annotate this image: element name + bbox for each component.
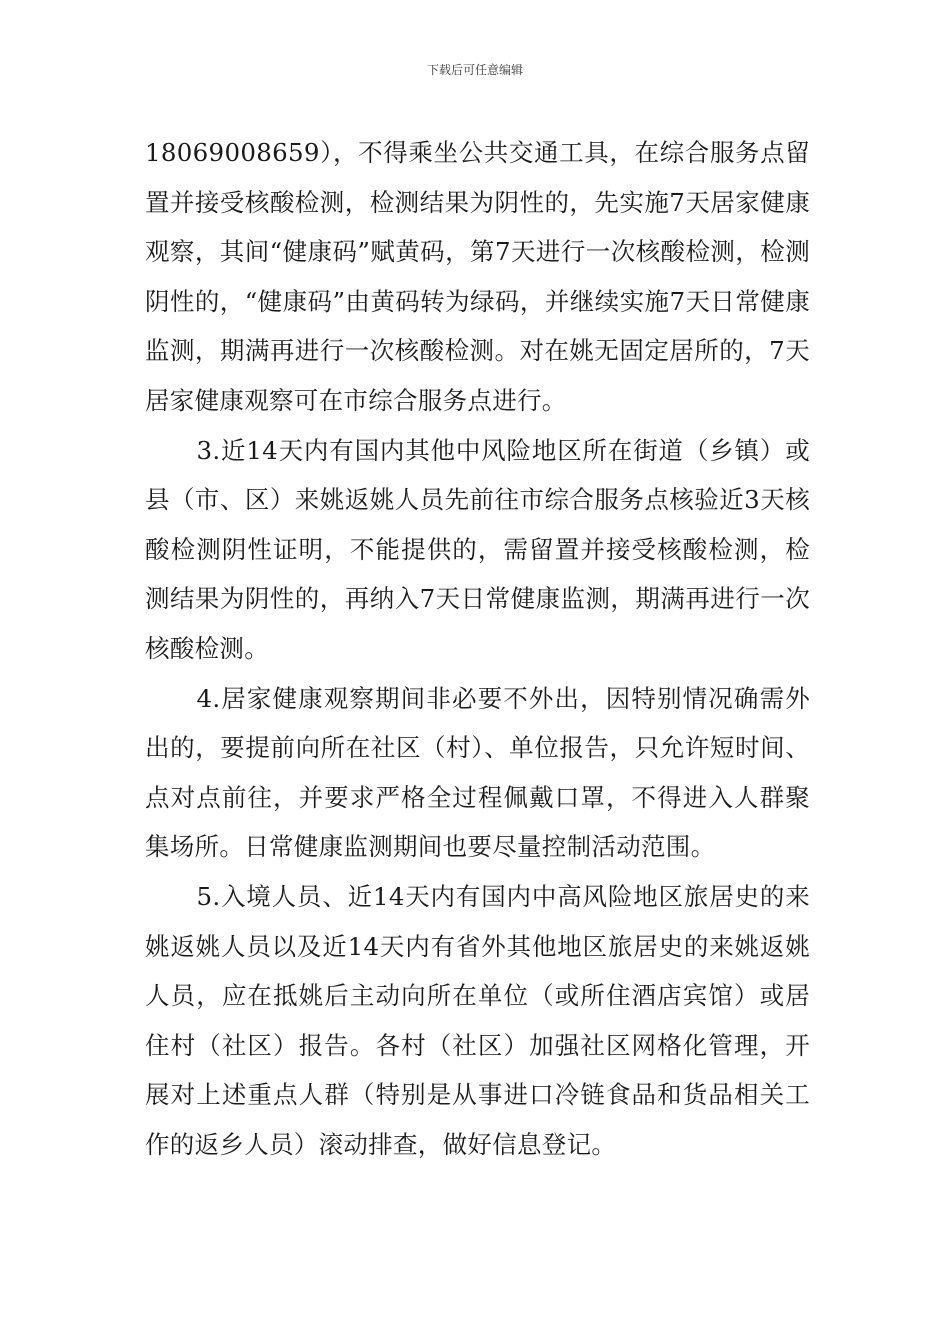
paragraph-continued: 18069008659），不得乘坐公共交通工具，在综合服务点留置并接受核酸检测，检测结果为阴性的，先实施7天居家健康观察，其间“健康码”赋黄码，第7天进行一次核酸检测，检测阴性的，“健康码”由黄码转为绿码，并继续实施7天日常健康监测，期满再进行一次核酸检测。对在姚无固定居所的，7天居家健康观察可在市综合服务点进行。 <box>145 138 810 415</box>
paragraph-item-5: 5.入境人员、近14天内有国内中高风险地区旅居史的来姚返姚人员以及近14天内有省外其他地区旅居史的来姚返姚人员，应在抵姚后主动向所在单位（或所住酒店宾馆）或居住村（社区）报告。各村（社区）加强社区网格化管理，开展对上述重点人群（特别是从事进口冷链食品和货品相关工作的返乡人员）滚动排查，做好信息登记。 <box>145 881 810 1159</box>
paragraph-item-4: 4.居家健康观察期间非必要不外出，因特别情况确需外出的，要提前向所在社区（村）、单位报告，只允许短时间、点对点前往，并要求严格全过程佩戴口罩，不得进入人群聚集场所。日常健康监测期间也要尽量控制活动范围。 <box>145 683 810 862</box>
paragraph-item-3: 3.近14天内有国内其他中风险地区所在街道（乡镇）或县（市、区）来姚返姚人员先前往市综合服务点核验近3天核酸检测阴性证明，不能提供的，需留置并接受核酸检测，检测结果为阴性的，再纳入7天日常健康监测，期满再进行一次核酸检测。 <box>145 435 810 663</box>
page-header: 下载后可任意编辑 <box>426 63 523 77</box>
document-body <box>145 128 810 1169</box>
